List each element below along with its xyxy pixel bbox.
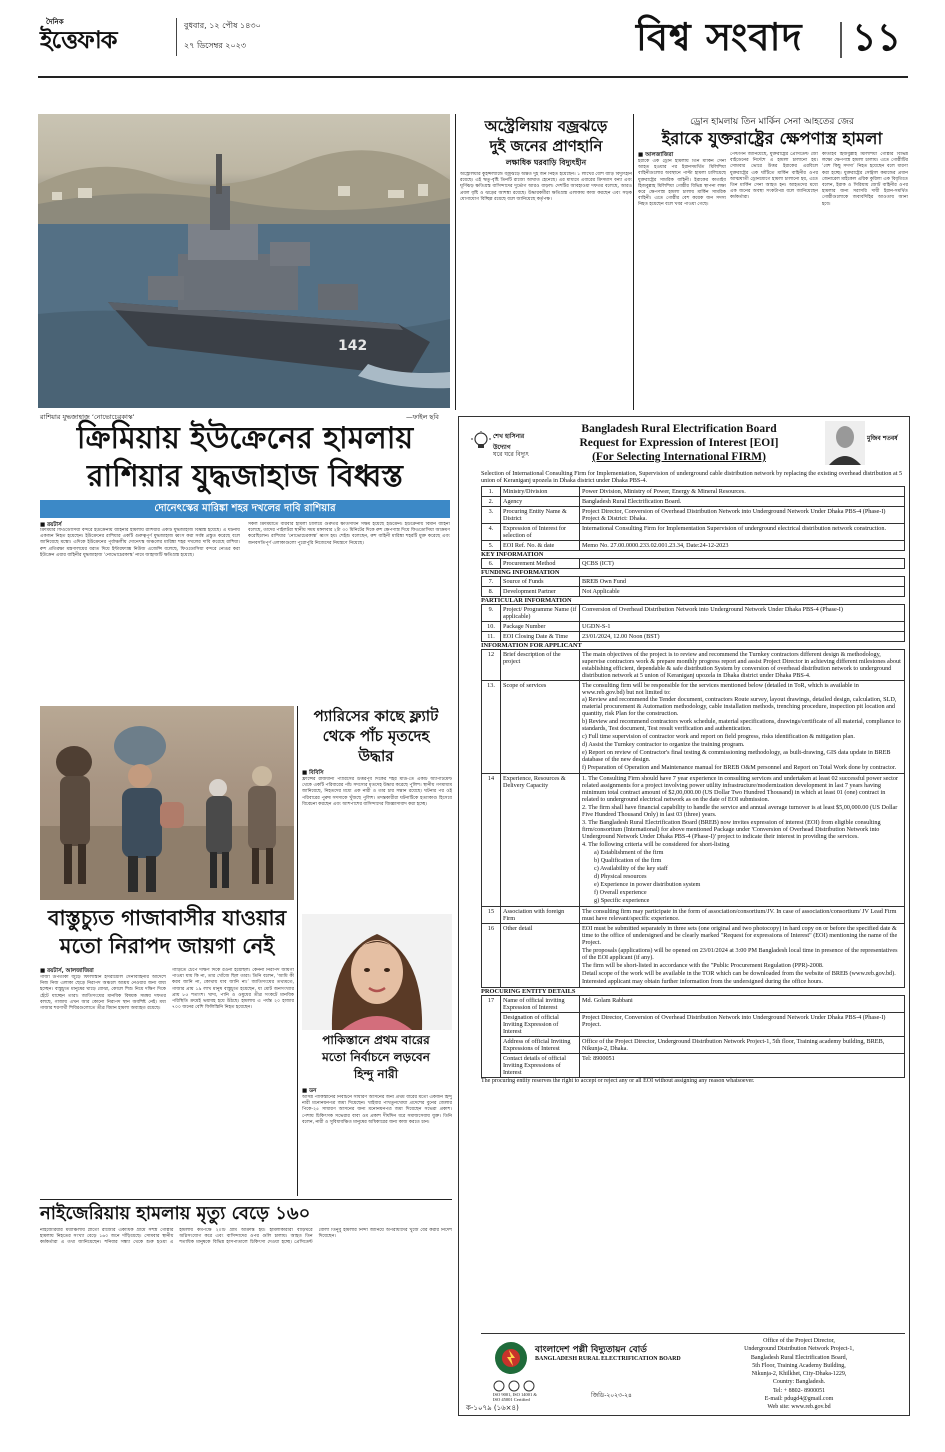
ad-table-procuring xyxy=(481,995,905,1078)
table-row xyxy=(482,622,905,632)
experience-item: 4. The following criteria will be considered for short-listing xyxy=(582,841,730,848)
scope-item: c) Full time supervision of contractor work and report on field progress, risks identification & mitigation plan. xyxy=(582,733,855,740)
row-number: 8. xyxy=(482,587,501,597)
table-row xyxy=(482,774,905,907)
iraq-headline: ইরাকে যুক্তরাষ্ট্রের ক্ষেপণাস্ত্র হামলা xyxy=(661,129,883,148)
office-address xyxy=(695,1338,903,1413)
australia-subhead: লক্ষাধিক ঘরবাড়ি বিদ্যুৎহীন xyxy=(505,158,587,167)
iraq-byline: ■ আলজাজিরা xyxy=(638,152,674,158)
row-key: Project/ Programme Name (if applicable) xyxy=(501,605,580,622)
bulb-icon xyxy=(471,431,491,451)
criteria-item: b) Qualification of the firm xyxy=(594,857,662,864)
row-key: Agency xyxy=(501,497,580,507)
scope-list xyxy=(580,681,905,774)
criteria-item: c) Availability of the key staff xyxy=(594,865,668,872)
iso-icon xyxy=(493,1380,505,1392)
photo-credit: —ফাইল ছবি xyxy=(406,413,439,421)
paris-body: ফ্রান্সের রাজধানী প্যারিসের উত্তরপূর্ব দিকের শহর মাউ-তে একটি অ্যাপার্টমেন্ট থেকে একটি পরিবারের পাঁচ সদস্যের মৃতদেহ উদ্ধার করেছে পুলিশ। স্থানীয় গণমাধ্যম জানিয়েছে, নিহতদের মধ্যে এক নারী ও তার চার সন্তান রয়েছে। ঘটনার পর ওই পরিবারের পুরুষ সদস্যকে খুঁজছে পুলিশ। তদন্তকারীরা ঘটনাটিকে হত্যাকাণ্ড হিসেবে বিবেচনা করছেন এবং আশপাশের বাসিন্দাদের জিজ্ঞাসাবাদ করা হচ্ছে। xyxy=(302,777,452,807)
gaza-headline-line-1: বাস্তুচ্যুত গাজাবাসীর যাওয়ার xyxy=(47,905,287,930)
other-detail-list xyxy=(580,924,905,988)
table-row xyxy=(482,577,905,587)
iso-text-2: ISO 45001 Certified xyxy=(493,1397,530,1402)
nigeria-headline: নাইজেরিয়ায় হামলায় মৃত্যু বেড়ে ১৬০ xyxy=(40,1203,311,1224)
ad-table-basic xyxy=(481,486,905,551)
lead-body-col-1: ক্রিমিয়ার ফিওডোসিয়া বন্দরে ইউক্রেনীয় বাহিনীর হামলায় রাশিয়ার একটি যুদ্ধজাহাজ বিধ্বস্ত হয়েছে। এ ঘটনায় একজন নিহত হয়েছেন। ইউক্রেনের রাশিয়ার একটি গুরুত্বপূর্ণ যুদ্ধজাহাজ ধ্বংস করা সর্বস্ব প্রস্তুত করেছে বলে জানিয়েছে মস্কো। এদিকে ইউক্রেনের পূর্বাঞ্চলীয় দোনেৎস্ক অঞ্চলের মারিঙ্কা শহর দখলের দাবি করেছে রাশিয়া। রুশ প্রতিরক্ষা মন্ত্রণালয়ের বরাত দিয়ে ইন্টারফ্যাক্স নিউজ এজেন্সি বলেছে, ফিওডোসিয়া বন্দরে নোঙর করা ইউক্রেন এয়ার বাহিনীর যুদ্ধজাহাজ ‘নোভোচেরকাস্ক’ নামে জাহাজটি ক্ষতিগ্রস্ত হয়েছে। xyxy=(40,528,240,558)
office-line: Country: Bangladesh. xyxy=(772,1379,826,1386)
iso-badges xyxy=(493,1380,573,1402)
gaza-body-col-2: গাড়িতে চেপে দক্ষিণ দিকে রওনা হয়েছিল। কেননা নিরাপদ জায়গা পাওয়া যায় কি না, তার খোঁজে ছিল তারা। তিনি বলেন, ‘আমি কী করব জানি না, কোথায় যাব জানি না।’ জাতিসংঘের তথ্যমতে, গাজার প্রায় ১৯ লাখ মানুষ বাস্তুচ্যুত হয়েছেন, যা মোট জনসংখ্যার প্রায় ৮৫ শতাংশ। খাদ্য, পানি ও ওষুধের তীব্র সংকটে মানবিক পরিস্থিতি ক্রমেই ভয়াবহ হয়ে উঠছে। হামলায় এ পর্যন্ত ২০ হাজার ৭০০ জনের বেশি ফিলিস্তিনি নিহত হয়েছেন। xyxy=(172,968,294,1011)
iso-icons xyxy=(493,1380,573,1392)
row-value: Not Applicable xyxy=(580,587,905,597)
office-line: E-mail: pdugd4@gmail.com xyxy=(764,1396,834,1403)
row-key: Expression of Interest for selection of xyxy=(501,524,580,541)
date-line-2: ২৭ ডিসেম্বর ২০২৩ xyxy=(184,41,247,50)
row-value: BREB Own Fund xyxy=(580,577,905,587)
experience-item: 2. The firm shall have financial capability to handle the service and annual average turnover is at least $5,00,000.00 (US Dollar Five Hundred Thousand Only) in last 03 (three) years. xyxy=(582,804,898,818)
footer-bn: বাংলাদেশ পল্লী বিদ্যুতায়ন বোর্ড xyxy=(535,1345,647,1355)
row-number: 12 xyxy=(482,650,501,681)
nigeria-top-rule xyxy=(40,1199,452,1200)
row-number: 13. xyxy=(482,681,501,774)
lead-subhead: দোনেৎস্কের মারিঙ্কা শহর দখলের দাবি রাশিয়ার xyxy=(154,503,336,514)
row-key: Experience, Resources & Delivery Capacity xyxy=(501,774,580,907)
table-row xyxy=(482,907,905,924)
iraq-body-col-3: কাতাইব হিজবুল্লাহ মিলিশিয়া গোষ্ঠীর বিভিন্ন লক্ষ্যে ক্ষেপণাস্ত্র হামলা চালায়। এতে গোষ্ঠীটির ‘বেশ কিছু সদস্য’ নিহত হয়েছেন বলে ধারণা করা হচ্ছে। যুক্তরাষ্ট্রের সেন্ট্রাল কমান্ডের প্রধান জেনারেল মাইকেল এরিক কুরিলা এক বিবৃতিতে বলেন, ইরাক ও সিরিয়ায় জোট বাহিনীর ওপর হামলার জন্য সরাসরি দায়ী ইরান-সমর্থিত গোষ্ঠীগুলোকে জবাবদিহির আওতায় আনা হবে। xyxy=(822,152,908,207)
pakistan-body: আসন্ন পাকিস্তানের নির্বাচনে সাধারণ আসনের জন্য প্রথম বারের মতো একজন হিন্দু নারী মনোনয়নপত্র জমা দিয়েছেন। খাইবার পাখতুনখোয়া প্রদেশের বুনের জেলার পিকে-২৫ সাধারণ আসনের জন্য মনোনয়নপত্র জমা দিয়েছেন সভেরা প্রকাশ। পেশায় চিকিৎসক সভেরার বাবা ওম প্রকাশ দীর্ঘদিন ধরে সমাজসেবায় যুক্ত। তিনি বলেন, নারী ও সুবিধাবঞ্চিত মানুষের অধিকারের জন্য কাজ করতে চান। xyxy=(302,1095,452,1125)
criteria-item: f) Overall experience xyxy=(594,889,647,896)
table-row xyxy=(482,996,905,1013)
ad-table-area xyxy=(481,469,905,1085)
iraq-kicker: ড্রোন হামলায় তিন মার্কিন সেনা আহতের জের xyxy=(690,117,854,127)
table-row xyxy=(482,632,905,642)
paris-byline: ■ বিবিসি xyxy=(302,770,324,776)
office-line: Nikunja-2, Khilkhet, City-Dhaka-1229, xyxy=(751,1371,847,1378)
gaza-body-col-1: গাজা উপত্যকা জুড়ে ফিলিস্তিনি ইসরায়েলি সেনাবাহিনীর আদেশে নিজ নিজ এলাকা ছেড়ে নিরাপদ অঞ্চলে আশ্রয় নেওয়ার জন্য বাধ্য হচ্ছেন। বাস্তুচ্যুত মানুষের ঘাড়ে বোঝা, কোলে শিশু নিয়ে দক্ষিণ দিকে হেঁটে যাচ্ছেন তারা। জাতিসংঘের মানবিক বিষয়ক সমন্বয় দফতর বলছে, গাজায় এখন আর কোনো নিরাপদ স্থান অবশিষ্ট নেই। মধ্য গাজার শরণার্থী শিবিরগুলোতে তীব্র বিমান হামলা অব্যাহত রয়েছে। xyxy=(40,975,166,1012)
nigeria-body: নাইজেরিয়ার মধ্যাঞ্চলীয় প্লাতো রাজ্যের একাধিক গ্রামে সশস্ত্র গোষ্ঠীর হামলায় নিহতের সংখ্যা বেড়ে ১৬০ জনে দাঁড়িয়েছে। সোমবার স্থানীয় কর্মকর্তারা এ তথ্য জানিয়েছেন। শনিবার সন্ধ্যা থেকে শুরু হওয়া এ হামলায় কমপক্ষে ২০টি গ্রাম আক্রান্ত হয়। হামলাকারীরা বাড়িঘরে অগ্নিসংযোগ করে এবং বাসিন্দাদের ওপর গুলি চালায়। আহত তিন শতাধিক মানুষকে বিভিন্ন হাসপাতালে চিকিৎসা দেওয়া হচ্ছে। প্রেসিডেন্ট বোলা তিনুবু হামলার নিন্দা জানিয়ে অপরাধীদের খুঁজে বের করার নির্দেশ দিয়েছেন। xyxy=(40,1228,452,1246)
row-value: Md. Golam Rabbani xyxy=(580,996,905,1013)
table-row xyxy=(482,524,905,541)
office-line: Bangladesh Rural Electrification Board, xyxy=(750,1354,848,1361)
page-number: ১১ xyxy=(852,14,902,59)
row-number: 16 xyxy=(482,924,501,988)
row-value: Project Director, Conversion of Overhead Distribution Network into Underground Network Under Dhaka PBS-4 (Phase-I) Project & District: Dhaka. xyxy=(580,507,905,524)
warship-illustration xyxy=(38,114,450,408)
row-number: 14 xyxy=(482,774,501,907)
row-value: The main objectives of the project is to review and recommend the Turnkey contractors different design & methodology, supervise contractors work & prepare monthly progress report and assist Project Director in achieving different milestones about establishing efficient, dependable & safe distribution System by conversion of overhead distribution network to underground distribution network at 5 union of Keraniganj upozela in Dhaka district under Dhaka PBS-4. xyxy=(580,650,905,681)
refugees-illustration xyxy=(40,706,294,900)
row-value: QCBS (ICT) xyxy=(580,559,905,569)
row-key: Procurement Method xyxy=(501,559,580,569)
section-title: বিশ্ব সংবাদ xyxy=(636,14,803,59)
row-key: Scope of services xyxy=(501,681,580,774)
ad-badge-bottom: ঘরে ঘরে বিদ্যুৎ xyxy=(493,451,529,458)
iso-icon xyxy=(508,1380,520,1392)
row-value: UGDN-S-1 xyxy=(580,622,905,632)
pakistan-byline: ■ ডন xyxy=(302,1088,317,1094)
masthead-rule xyxy=(38,76,908,78)
row-value: Office of the Project Director, Underground Distribution Network Project-1, 5th floor, Training academy building, BREB, Nikunja-2, Dhaka. xyxy=(580,1037,905,1054)
row-key: Ministry/Division xyxy=(501,487,580,497)
ad-badge-top: শেখ হাসিনার উদ্যোগ xyxy=(493,433,525,451)
office-line: 5th Floor, Training Academy Building, xyxy=(752,1362,846,1369)
australia-headline-line-2: দুই জনের প্রাণহানি xyxy=(489,137,603,155)
row-value: 23/01/2024, 12.00 Noon (BST) xyxy=(580,632,905,642)
ad-title-3: (For Selecting International FIRM) xyxy=(592,451,766,463)
scope-intro: The consulting firm will be responsible for the services mentioned below (detailed in ToR, which is available in www.reb.gov.bd) but not limited to: xyxy=(582,682,859,696)
column-rule xyxy=(297,706,298,1196)
sec-applicant-info: INFORMATION FOR APPLICANT xyxy=(481,642,582,649)
row-value: Tel: 8900051 xyxy=(580,1054,905,1078)
pakistan-headline-line-3: হিন্দু নারী xyxy=(353,1067,399,1081)
row-value: Conversion of Overhead Distribution Network into Underground Network Under Dhaka PBS-4 (Phase-I) xyxy=(580,605,905,622)
table-row xyxy=(482,924,905,988)
row-number: 1. xyxy=(482,487,501,497)
iso-text-1: ISO 9001, ISO 14001 & xyxy=(493,1392,537,1397)
newspaper-logo xyxy=(40,16,170,58)
office-line: Underground Distribution Network Project-1, xyxy=(744,1346,854,1353)
criteria-item: a) Establishment of the firm xyxy=(594,849,664,856)
ad-table-particular xyxy=(481,604,905,642)
row-key: Development Partner xyxy=(501,587,580,597)
table-row xyxy=(482,487,905,497)
row-number: 9. xyxy=(482,605,501,622)
table-row xyxy=(482,497,905,507)
experience-item: 1. The Consulting Firm should have 7 year experience in consulting services and undertaken at least 02 successful power sector related assignments for a project involving power utility infrastructure/modernization development in last 7 years having minimum total contract amount of $2,00,000.00 (US Dollar Two Hundred Thousand) in which at least 01 (one) contract in related to underground electrical network as on the date of EOI submission. xyxy=(582,775,899,803)
eoi-advertisement xyxy=(458,416,910,1416)
row-number: 17 xyxy=(482,996,501,1078)
row-number: 11. xyxy=(482,632,501,642)
column-rule xyxy=(633,114,634,410)
row-key: Package Number xyxy=(501,622,580,632)
row-key: Brief description of the project xyxy=(501,650,580,681)
criteria-item: g) Specific experience xyxy=(594,897,650,904)
ad-table-funding xyxy=(481,576,905,597)
sec-procuring-entity: PROCURING ENTITY DETAILS xyxy=(481,988,576,995)
photo-caption: রাশিয়ার যুদ্ধজাহাজ ‘নোভোচেরকাস্ক’ xyxy=(40,413,135,421)
paris-headline-line-1: প্যারিসের কাছে ফ্ল্যাট xyxy=(313,707,439,725)
warship-photo xyxy=(38,114,450,408)
australia-body: অস্ট্রেলিয়ার কুইন্সল্যান্ডে বজ্রঝড়ে অন্তত দুই জন নিহত হয়েছেন। ১ লাখের বেশি বাড়ি বিদ্যুৎহীন রয়েছে। এই ঋতু-বৃষ্টি তিনটি রাজ্যে আঘাত হেনেছে। এর মাধ্যমে এবারের ক্রিসমাস বন্যা এবং ঘূর্ণিঝড় ক্ষতিগ্রস্ত বাসিন্দাদের দুর্ভোগ আরও বাড়ল। দেশটির আবহাওয়া দফতর বলেছে, আরও প্রবল বৃষ্টি ও ঝড়ের আশঙ্কা রয়েছে। উদ্ধারকর্মীরা ক্ষতিগ্রস্ত এলাকায় কাজ করছেন এবং সড়ক যোগাযোগ বিচ্ছিন্ন রয়েছে বলে জানিয়েছে কর্তৃপক্ষ। xyxy=(460,172,632,202)
portrait-photo xyxy=(302,914,452,1030)
pakistan-headline-line-2: মতো নির্বাচনে লড়বেন xyxy=(322,1050,430,1064)
gd-number: জিডি-২০২৩-২৪ xyxy=(591,1392,632,1399)
portrait-icon xyxy=(825,421,865,465)
experience-list xyxy=(580,774,905,907)
row-number: 15 xyxy=(482,907,501,924)
scope-item: a) Review and recommend the Tender document, contractors Route survey, layout drawings, detailed design, calculation, SLD, material procurement & Automation methodology, cable installation methods, trenching procedure, inspection pit location and quantity, risk Plan for the construction. xyxy=(582,696,897,717)
sec-funding-info: FUNDING INFORMATION xyxy=(481,569,560,576)
table-row xyxy=(482,1037,905,1054)
row-number: 5. xyxy=(482,541,501,551)
table-row xyxy=(482,1054,905,1078)
row-number: 3. xyxy=(482,507,501,524)
date-line-1: বুধবার, ১২ পৌষ ১৪৩০ xyxy=(184,21,261,30)
experience-item: 3. The Bangladesh Rural Electrification Board (BREB) now invites expression of interest (EOI) from eligible consulting firm/consortium (International) for above mentioned Package under 'Conversion of Overhead Distribution Network into Underground Network Under Dhaka PBS-4 (Phase-I)' project to indicate their interest in providing the services. xyxy=(582,819,881,840)
criteria-item: d) Physical resources xyxy=(594,873,647,880)
other-detail-item: Interested applicant may obtain further information from the undersigned during the office hours. xyxy=(582,978,823,985)
ad-footnote: The procuring entity reserves the right to accept or reject any or all EOI without assigning any reason whatsoever. xyxy=(481,1078,755,1084)
lead-byline: ■ রয়টার্স xyxy=(40,522,62,528)
table-row xyxy=(482,507,905,524)
row-key: Name of official inviting Expression of Interest xyxy=(501,996,580,1013)
iso-icon xyxy=(523,1380,535,1392)
iraq-body-col-2: পেন্টাগন জানিয়েছে, যুক্তরাষ্ট্রের প্রেসিডেন্ট জো বাইডেনের নির্দেশে এ হামলা চালানো হয়। সোমবার ভোরে উত্তর ইরাকের এরবিলে যুক্তরাষ্ট্রের এক ঘাঁটিতে মার্কিন বাহিনীর ওপর আত্মঘাতী ড্রোনযোগে হামলা চালানো হয়, এতে তিন মার্কিন সেনা আহত হন। আহতদের মধ্যে এক জনের অবস্থা সংকটাপন্ন বলে জানিয়েছেন কর্মকর্তারা। xyxy=(730,152,818,201)
gaza-byline: ■ রয়টার্স, আলজাজিরা xyxy=(40,968,94,974)
column-rule xyxy=(455,114,456,410)
row-key: Source of Funds xyxy=(501,577,580,587)
row-value: Memo No. 27.00.0000.233.02.001.23.34, Date:24-12-2023 xyxy=(580,541,905,551)
mujib-seal xyxy=(825,421,901,467)
row-value: International Consulting Firm for Implementation Supervision of underground electrical distribution network construction. xyxy=(580,524,905,541)
row-key: EOI Ref. No. & date xyxy=(501,541,580,551)
ad-title-1: Bangladesh Rural Electrification Board xyxy=(581,423,777,435)
row-number: 7. xyxy=(482,577,501,587)
row-number: 4. xyxy=(482,524,501,541)
row-value: Power Division, Ministry of Power, Energy & Mineral Resources. xyxy=(580,487,905,497)
table-row xyxy=(482,605,905,622)
criteria-item: e) Experience in power distribution system xyxy=(594,881,701,888)
row-key: Designation of official Inviting Expression of Interest xyxy=(501,1013,580,1037)
svg-text:142: 142 xyxy=(338,338,368,354)
row-key: Association with foreign Firm xyxy=(501,907,580,924)
table-row xyxy=(482,1013,905,1037)
office-line: Tel: + 8802- 8900051 xyxy=(772,1387,826,1394)
lead-subhead-bar xyxy=(40,500,450,518)
seal-text: মুজিব শতবর্ষ xyxy=(867,435,898,442)
other-detail-item: The firm will be short-listed in accordance with the "Public Procurement Regulation (PPR)-2008. xyxy=(582,962,824,969)
row-key: Procuring Entity Name & District xyxy=(501,507,580,524)
scope-item: f) Preparation of Operation and Maintenance manual for BREB O&M personnel and Report on Total Work done by contractor. xyxy=(582,764,897,771)
row-key: EOI Closing Date & Time xyxy=(501,632,580,642)
pakistan-headline-line-1: পাকিস্তানে প্রথম বারের xyxy=(322,1033,430,1047)
breb-logo-icon xyxy=(493,1340,529,1376)
sec-key-info: KEY INFORMATION xyxy=(481,551,544,558)
row-key: Contact details of official Inviting Expressions of Interest xyxy=(501,1054,580,1078)
ad-table-applicant xyxy=(481,649,905,988)
table-row xyxy=(482,587,905,597)
logo-small-text: দৈনিক xyxy=(46,17,64,26)
woman-portrait-illustration xyxy=(302,914,452,1030)
row-key: Other detail xyxy=(501,924,580,988)
table-row xyxy=(482,559,905,569)
ad-badge xyxy=(471,423,541,467)
ad-table-key xyxy=(481,558,905,569)
table-row xyxy=(482,681,905,774)
table-row xyxy=(482,541,905,551)
office-line: Office of the Project Director, xyxy=(763,1338,835,1344)
paris-headline-line-2: থেকে পাঁচ মৃতদেহ xyxy=(322,727,430,745)
logo-text: ইত্তেফাক xyxy=(40,25,117,54)
section-divider xyxy=(840,22,842,58)
masthead-divider xyxy=(176,18,177,56)
lead-headline-line-1: ক্রিমিয়ায় ইউক্রেনের হামলায় xyxy=(76,421,414,456)
paris-headline-line-3: উদ্ধার xyxy=(358,747,394,765)
ad-reference: ক-১০৭৯ (১৬×৪) xyxy=(466,1404,519,1412)
ad-title-2: Request for Expression of Interest [EOI] xyxy=(579,437,779,449)
row-number: 10. xyxy=(482,622,501,632)
sec-particular-info: PARTICULAR INFORMATION xyxy=(481,597,572,604)
scope-item: b) Review and recommend contractors work schedule, material specifications, drawings/certificate of all material, compliance to standards, Test document, Test result verification and authentication. xyxy=(582,718,901,732)
ad-footer xyxy=(481,1333,905,1412)
scope-item: e) Report on review of Contractor's final testing & commissioning methodology, as built-drawing, GIS data update in BREB database of the new design. xyxy=(582,749,891,763)
other-detail-item: EOI must be submitted separately in three sets (one original and two photocopy) in hard copy on or before the specified date & time to the office of undersigned and be clearly marked "Request for expressions of Interest" (EOI) mentioning the name of the Project. xyxy=(582,925,898,946)
ad-intro: Selection of International Consulting Firm for Implementation, Supervision of underground cable distribution network by replacing the existing overhead distribution at 5 union of Keraniganj upozela in Dhaka district under Dhaka PBS-4. xyxy=(481,470,903,484)
row-key: Address of official Inviting Expressions of Interest xyxy=(501,1037,580,1054)
australia-headline-line-1: অস্ট্রেলিয়ায় বজ্রঝড়ে xyxy=(484,117,608,135)
masthead xyxy=(0,0,945,108)
table-row xyxy=(482,650,905,681)
lead-body-col-2: সকল ক্রিমিয়াতে বারবার হামলা চালিয়ে গুরুতর ক্ষতিসাধন সক্ষম হয়েছে ইউক্রেন। ইউক্রেনীয় বিমান বাহিনী বলেছে, তাদের পাইলটরা স্থানীয় সময় মঙ্গলবার ২টা ৩০ মিনিটের দিকে রুশ ক্ষেপণাস্ত্র দিয়ে ফিওডোসিয়া আক্রমণ করেছিলেন। রাশিয়ার ‘নোভোচেরকাস্ক’ ধ্বংস হয়। শেইশু বলেছেন, রুশ বাহিনী মারিঙ্কা শহরটি মুক্ত করেছে এবং জনবসতিপূর্ণ এলাকাগুলো পুরোপুরি নিজেদের নিয়ন্ত্রণে নিয়েছে। xyxy=(248,522,450,546)
scope-item: d) Assist the Turnkey contractor to organize the training program. xyxy=(582,741,745,748)
lead-headline-line-2: রাশিয়ার যুদ্ধজাহাজ বিধ্বস্ত xyxy=(87,459,403,494)
footer-en: BANGLADESH RURAL ELECTRIFICATION BOARD xyxy=(535,1356,681,1362)
other-detail-item: Detail scope of the work will be available in the TOR which can be downloaded from the website of BREB (www.reb.gov.bd). xyxy=(582,970,896,977)
other-detail-item: The proposals (applications) will be opened on 23/01/2024 at 3:00 PM Bangladesh local time in presence of the representatives of the EOI applicant (if any). xyxy=(582,947,898,961)
row-number: 6. xyxy=(482,559,501,569)
row-value: The consulting firm may participate in the form of association/consortium/JV. In case of association/consortium/ JV Lead Firm must have relevant/specific experience. xyxy=(580,907,905,924)
row-number: 2. xyxy=(482,497,501,507)
gaza-photo xyxy=(40,706,294,900)
iraq-body-col-1: ইরাকে এক ড্রোন হামলায় তিন মার্কিন সেনা আহত হওয়ার পর ইরানসমর্থিত মিলিশিয়া বাহিনীগুলোর অবস্থানে পাল্টা হামলা চালিয়েছে যুক্তরাষ্ট্রের সামরিক বাহিনী। ইরাকের কাতাইব হিজবুল্লাহ মিলিশিয়া গোষ্ঠীর বিভিন্ন স্থাপনা লক্ষ্য করে ক্ষেপণাস্ত্র হামলা চালায় মার্কিন সামরিক বাহিনী। এতে গোষ্ঠীর বেশ কয়েক জন সদস্য নিহত হয়েছেন বলে খবর পাওয়া গেছে। xyxy=(638,159,726,208)
row-value: Project Director, Conversion of Overhead Distribution Network into Underground Network Under Dhaka PBS-4 (Phase-I) Project. xyxy=(580,1013,905,1037)
office-line: Web site: www.reb.gov.bd xyxy=(767,1404,831,1411)
row-value: Bangladesh Rural Electrification Board. xyxy=(580,497,905,507)
gaza-headline-line-2: মতো নিরাপদ জায়গা নেই xyxy=(59,933,275,958)
